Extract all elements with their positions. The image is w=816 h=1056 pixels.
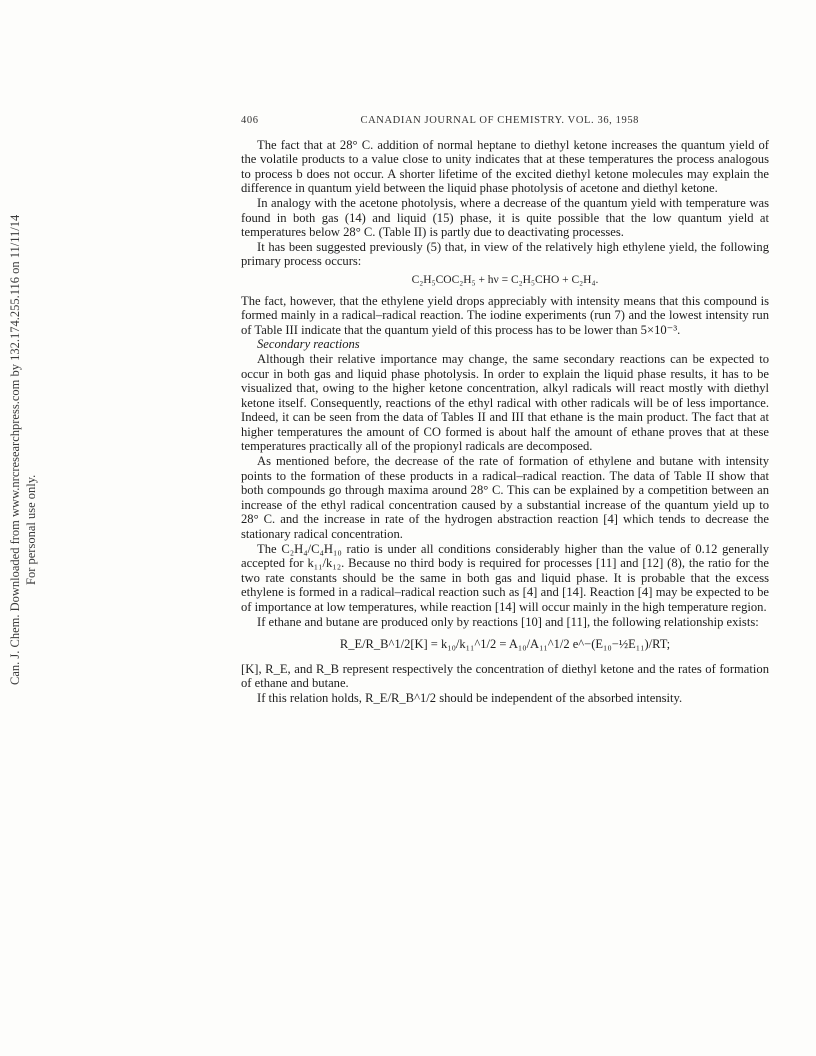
paragraph: If ethane and butane are produced only by reactions [10] and [11], the following relationship exists: xyxy=(257,614,759,629)
paragraph: The fact, however, that the ethylene yield drops appreciably with intensity means that this compound is formed mainly in a radical–radical reaction. The iodine experiments (run 7) and the lowest intensity run of Table III indicate that the quantum yield of this process has to be lower than 5×10⁻³. xyxy=(241,293,769,337)
page-number: 406 xyxy=(241,115,259,126)
journal-title: CANADIAN JOURNAL OF CHEMISTRY. VOL. 36, 1958 xyxy=(360,115,640,126)
section-heading: Secondary reactions xyxy=(257,337,360,352)
equation-rate-relationship: R_E/R_B^1/2[K] = k₁₀/k₁₁^1/2 = A₁₀/A₁₁^1/2 e^−(E₁₀−½E₁₁)/RT; xyxy=(339,637,671,652)
personal-use-notice: For personal use only. xyxy=(24,474,38,585)
download-notice: Can. J. Chem. Downloaded from www.nrcresearchpress.com by 132.174.255.116 on 11/11/14 xyxy=(8,214,22,685)
paragraph: Although their relative importance may change, the same secondary reactions can be expected to occur in both gas and liquid phase photolysis. In order to explain the liquid phase results, it has to be visualized that, owing to the higher ketone concentration, alkyl radicals will react mostly with diethyl ketone itself. Consequently, reactions of the ethyl radical with other radicals will be of less importance. Indeed, it can be seen from the data of Tables II and III that ethane is the main product. The fact that at higher temperatures the amount of CO formed is about half the amount of ethane proves that at these temperatures practically all of the propionyl radicals are decomposed. xyxy=(241,351,769,454)
paragraph: [K], R_E, and R_B represent respectively the concentration of diethyl ketone and the rates of formation of ethane and butane. xyxy=(241,661,769,691)
equation-primary-process: C₂H₅COC₂H₅ + hν = C₂H₅CHO + C₂H₄. xyxy=(411,273,599,286)
paragraph: If this relation holds, R_E/R_B^1/2 should be independent of the absorbed intensity. xyxy=(257,690,683,705)
paragraph: The fact that at 28° C. addition of normal heptane to diethyl ketone increases the quantum yield of the volatile products to a value close to unity indicates that at these temperatures the process analogous to process b does not occur. A shorter lifetime of the excited diethyl ketone molecules may explain the difference in quantum yield between the liquid phase photolysis of acetone and diethyl ketone. xyxy=(241,137,769,196)
paragraph: In analogy with the acetone photolysis, where a decrease of the quantum yield with temperature was found in both gas (14) and liquid (15) phase, it is quite possible that the low quantum yield at temperatures below 28° C. (Table II) is partly due to deactivating processes. xyxy=(241,195,769,240)
paragraph: The C₂H₄/C₄H₁₀ ratio is under all conditions considerably higher than the value of 0.12 generally accepted for k₁₁/k₁₂. Because no third body is required for processes [11] and [12] (8), the ratio for the two rate constants should be the same in both gas and liquid phase. It is probable that the excess ethylene is formed in a radical–radical reaction such as [4] and [14]. Reaction [4] may be expected to be of importance at low temperatures, while reaction [14] will occur mainly in the high temperature region. xyxy=(241,541,769,614)
download-watermark xyxy=(6,175,46,685)
paragraph: It has been suggested previously (5) that, in view of the relatively high ethylene yield, the following primary process occurs: xyxy=(241,239,769,269)
paragraph: As mentioned before, the decrease of the rate of formation of ethylene and butane with intensity points to the formation of these products in a radical–radical reaction. The data of Table II show that both compounds go through maxima around 28° C. This can be explained by a competition between an increase of the ethyl radical concentration caused by a substantial increase of the quantum yield up to 28° C. and the increase in rate of the hydrogen abstraction reaction [4] which tends to decrease the stationary radical concentration. xyxy=(241,454,769,542)
page-body xyxy=(241,114,769,706)
running-header xyxy=(241,114,769,129)
